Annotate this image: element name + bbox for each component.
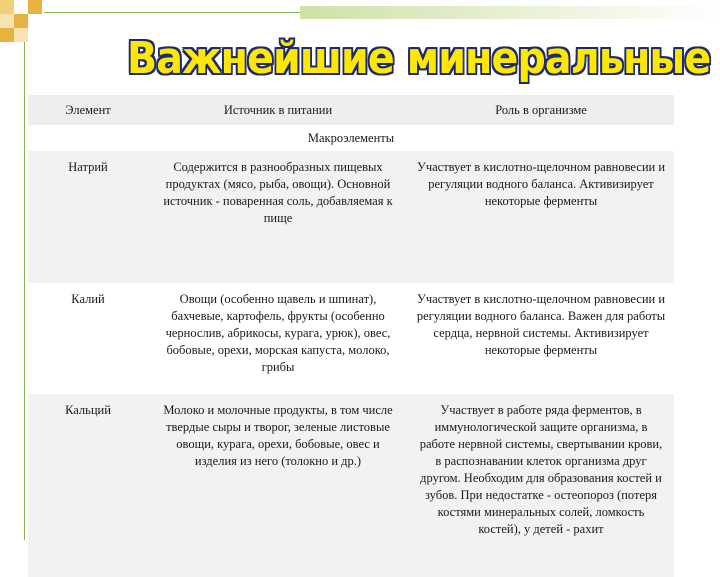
cell-role: Участвует в работе ряда ферментов, в иммунологической защите организма, в работе нервной системы, свертывании крови, в распознавании клеток организма друг другом. Необходим для образования костей и зубов. При недостатке - остеопороз (потеря костями минеральных солей, ломкость костей), у детей - рахит [419, 403, 663, 536]
header-source: Источник в питании [223, 102, 333, 117]
slide-title: Важнейшие минеральные [127, 33, 711, 84]
table-row [28, 283, 674, 394]
decor-square [28, 0, 42, 14]
cell-role: Участвует в кислотно-щелочном равновесии и регуляции водного баланса. Важен для работы сердца, нервной системы. Активизирует некоторые ферменты [416, 292, 666, 357]
header-role: Роль в организме [495, 102, 587, 117]
table-row [28, 394, 674, 577]
cell-source: Овощи (особенно щавель и шпинат), бахчевые, картофель, фрукты (особенно чернослив, абрикосы, курага, урюк), овес, бобовые, орехи, морская капуста, молоко, грибы [165, 292, 391, 374]
cell-source: Содержится в разнообразных пищевых продуктах (мясо, рыба, овощи). Основной источник - поваренная соль, добавляемая к пище [163, 160, 393, 225]
section-label: Макроэлементы [307, 130, 395, 145]
table-header-row [28, 95, 674, 125]
decor-square [14, 0, 28, 14]
decor-square [14, 28, 28, 42]
decor-top-bar [300, 6, 720, 19]
table-row [28, 151, 674, 283]
cell-role: Участвует в кислотно-щелочном равновесии и регуляции водного баланса. Активизирует некоторые ферменты [416, 160, 666, 208]
section-row [28, 125, 674, 151]
decor-left-line [24, 42, 25, 540]
cell-element: Натрий [68, 160, 108, 174]
cell-element: Кальций [65, 403, 111, 417]
cell-element: Калий [71, 292, 105, 306]
decor-top-line [44, 12, 300, 13]
decor-square [0, 0, 14, 14]
decor-square [0, 14, 14, 28]
minerals-table [28, 95, 674, 577]
decor-square [14, 14, 28, 28]
decor-square [0, 28, 14, 42]
header-element: Элемент [65, 102, 111, 117]
cell-source: Молоко и молочные продукты, в том числе твердые сыры и творог, зеленые листовые овощи, курага, орехи, бобовые, овес и изделия из него (толокно и др.) [163, 403, 393, 468]
